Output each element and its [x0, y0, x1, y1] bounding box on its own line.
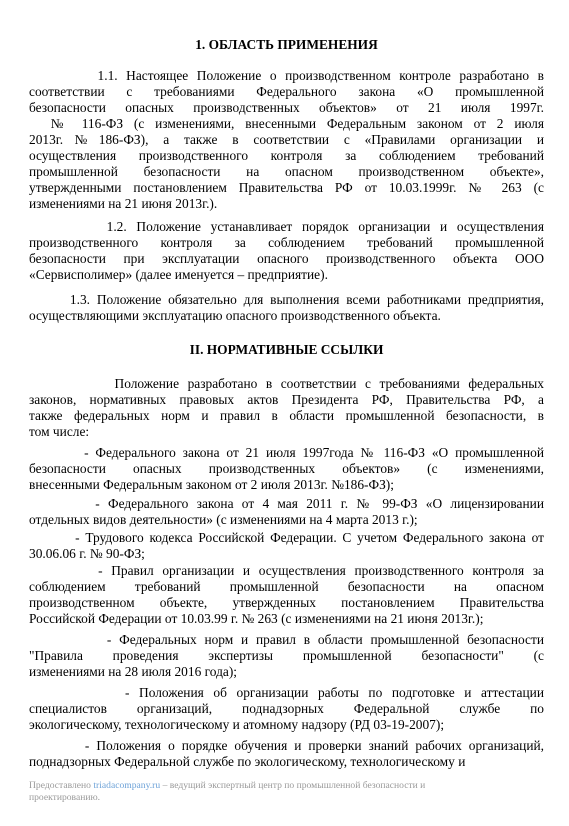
text-line: утвержденными постановлением Правительства РФ от 10.03.1999г. № 263 (с	[29, 180, 544, 195]
text-line: № 116-ФЗ (с изменениями, внесенными Федеральным законом от 2 июля	[29, 116, 544, 131]
text-line: специалистов организаций, поднадзорных Федеральной службе по	[29, 701, 544, 716]
text-line: внесенными Федеральным законом от 2 июля 2013г. №186-ФЗ);	[29, 477, 394, 492]
footer-credit	[29, 780, 544, 804]
text-line: Положение разработано в соответствии с требованиями федеральных	[29, 376, 544, 391]
text-line: - Трудового кодекса Российской Федерации. С учетом Федерального закона от	[29, 530, 544, 545]
text-line: 1.1. Настоящее Положение о производственном контроле разработано в	[29, 68, 544, 83]
list-item-federal-law-99	[29, 496, 544, 528]
paragraph-1-2	[29, 219, 544, 283]
text-line: законов, нормативных правовых актов Президента РФ, Правительства РФ, а	[29, 392, 544, 407]
list-item-labour-code	[29, 530, 544, 562]
list-item-federal-law-116	[29, 445, 544, 493]
paragraph-1-3	[29, 292, 544, 324]
section-2-title: II. НОРМАТИВНЫЕ ССЫЛКИ	[189, 342, 384, 357]
text-line: промышленной безопасности на опасном производственном объекте»,	[29, 164, 544, 179]
list-item-attestation-rd	[29, 685, 544, 733]
footer-line-2: проектированию.	[29, 792, 101, 803]
list-item-expertise-rules	[29, 632, 544, 680]
text-line: также федеральных норм и правил в области промышленной безопасности, в	[29, 408, 544, 423]
text-line: - Федерального закона от 4 мая 2011 г. № 99-ФЗ «О лицензировании	[29, 496, 544, 511]
text-line: 1.2. Положение устанавливает порядок организации и осуществления	[29, 219, 544, 234]
text-line: «Сервисполимер» (далее именуется – предприятие).	[29, 267, 328, 282]
list-item-rules-263	[29, 563, 544, 627]
footer-link[interactable]: triadacompany.ru	[93, 780, 161, 791]
footer-suffix: – ведущий экспертный центр по промышленной безопасности и	[160, 780, 426, 791]
text-line: - Федерального закона от 21 июля 1997года № 116-ФЗ «О промышленной	[29, 445, 544, 460]
section-1-title: 1. ОБЛАСТЬ ПРИМЕНЕНИЯ	[195, 37, 378, 52]
text-line: отдельных видов деятельности» (с изменениями на 4 марта 2013 г.);	[29, 512, 418, 527]
text-line: экологическому, технологическому и атомному надзору (РД 03-19-2007);	[29, 717, 445, 732]
text-line: том числе:	[29, 424, 90, 439]
text-line: "Правила проведения экспертизы промышленной безопасности" (с	[29, 648, 544, 663]
text-line: - Федеральных норм и правил в области промышленной безопасности	[29, 632, 544, 647]
paragraph-1-1	[29, 68, 544, 212]
text-line: 1.3. Положение обязательно для выполнения всеми работниками предприятия,	[29, 292, 544, 307]
text-line: изменениями на 21 июня 2013г.).	[29, 196, 218, 211]
text-line: безопасности при эксплуатации опасного производственного объекта ООО	[29, 251, 544, 266]
text-line: соблюдением требований промышленной безопасности на опасном	[29, 579, 544, 594]
text-line: - Положения о порядке обучения и проверки знаний рабочих организаций,	[29, 738, 544, 753]
text-line: поднадзорных Федеральной службе по экологическому, технологическому и	[29, 754, 466, 769]
text-line: производственного контроля за соблюдением требований промышленной	[29, 235, 544, 250]
text-line: - Правил организации и осуществления производственного контроля за	[29, 563, 544, 578]
paragraph-2-intro	[29, 376, 544, 440]
text-line: производственном объекте, утвержденных постановлением Правительства	[29, 595, 544, 610]
text-line: безопасности опасных производственных объектов» от 21 июля 1997г.	[29, 100, 544, 115]
footer-prefix: Предоставлено	[29, 780, 94, 791]
text-line: 30.06.06 г. № 90-ФЗ;	[29, 546, 145, 561]
text-line: осуществляющими эксплуатацию опасного производственного объекта.	[29, 308, 441, 323]
text-line: соответствии с требованиями Федерального закона «О промышленной	[29, 84, 544, 99]
list-item-training-rules	[29, 738, 544, 770]
text-line: безопасности опасных производственных объектов» (с изменениями,	[29, 461, 544, 476]
text-line: 2013г.№186-ФЗ), а также в соответствии с «Правилами организации и	[29, 132, 544, 147]
text-line: изменениями на 28 июля 2016 года);	[29, 664, 238, 679]
text-line: - Положения об организации работы по подготовке и аттестации	[29, 685, 544, 700]
text-line: Российской Федерации от 10.03.99 г. № 263 (с изменениями на 21 июня 2013г.);	[29, 611, 484, 626]
text-line: осуществления производственного контроля за соблюдением требований	[29, 148, 544, 163]
